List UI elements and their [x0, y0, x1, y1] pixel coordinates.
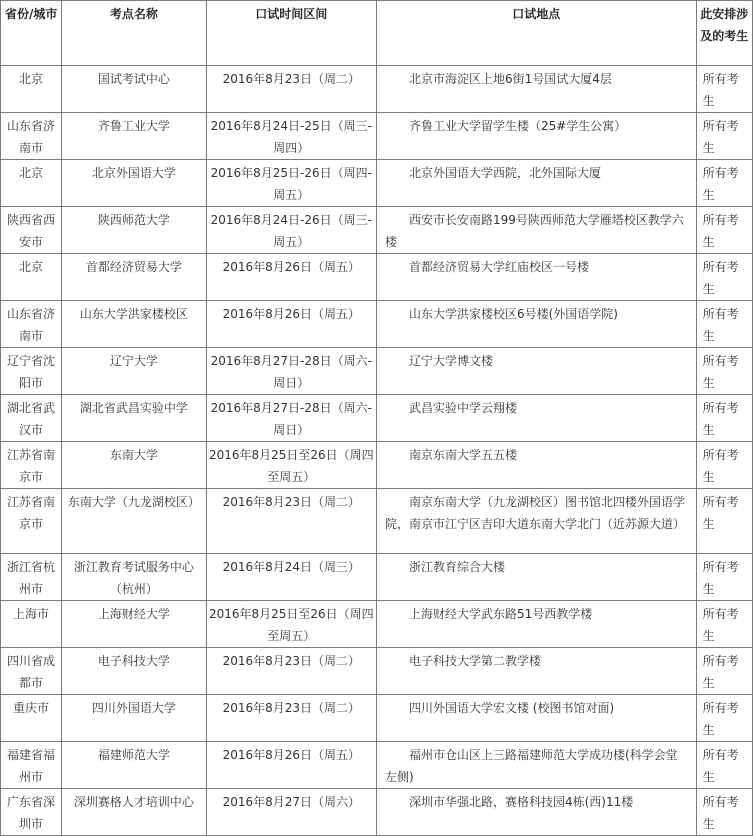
cell-location: [376, 648, 696, 695]
table-row: [1, 695, 753, 742]
cell-time-range: 2016年8月23日（周二）: [206, 648, 376, 695]
cell-time-range: 2016年8月27日-28日（周六-周日）: [206, 348, 376, 395]
cell-time-range: 2016年8月26日（周五）: [206, 301, 376, 348]
cell-candidates: 所有考生: [696, 254, 752, 301]
table-row: [1, 489, 753, 554]
header-candidates: 此安排涉及的考生: [696, 1, 752, 66]
cell-location: [376, 113, 696, 160]
cell-candidates: 所有考生: [696, 789, 752, 836]
table-row: [1, 395, 753, 442]
cell-site-name: 辽宁大学: [62, 348, 207, 395]
cell-site-name: 电子科技大学: [62, 648, 207, 695]
cell-candidates: 所有考生: [696, 113, 752, 160]
cell-site-name: 浙江教育考试服务中心（杭州）: [62, 554, 207, 601]
table-row: [1, 113, 753, 160]
cell-province-city: 江苏省南京市: [1, 489, 62, 554]
table-row: [1, 554, 753, 601]
table-header-row: [1, 1, 753, 66]
cell-location: [376, 554, 696, 601]
cell-province-city: 福建省福州市: [1, 742, 62, 789]
cell-candidates: 所有考生: [696, 695, 752, 742]
table-row: [1, 648, 753, 695]
cell-candidates: 所有考生: [696, 348, 752, 395]
cell-candidates: 所有考生: [696, 395, 752, 442]
cell-province-city: 广东省深圳市: [1, 789, 62, 836]
location-text: 山东大学洪家楼校区6号楼(外国语学院): [408, 307, 618, 321]
cell-location: [376, 489, 696, 554]
table-row: [1, 301, 753, 348]
location-text: 浙江教育综合大楼: [408, 560, 505, 574]
location-text: 武昌实验中学云翔楼: [408, 401, 517, 415]
table-row: [1, 66, 753, 113]
cell-time-range: 2016年8月24日-25日（周三-周四）: [206, 113, 376, 160]
cell-location: [376, 301, 696, 348]
cell-site-name: 福建师范大学: [62, 742, 207, 789]
cell-candidates: 所有考生: [696, 554, 752, 601]
cell-location: [376, 66, 696, 113]
cell-time-range: 2016年8月25日-26日（周四-周五）: [206, 160, 376, 207]
cell-candidates: 所有考生: [696, 742, 752, 789]
cell-province-city: 浙江省杭州市: [1, 554, 62, 601]
cell-candidates: 所有考生: [696, 601, 752, 648]
location-text: 辽宁大学博文楼: [408, 354, 493, 368]
cell-time-range: 2016年8月23日（周二）: [206, 489, 376, 554]
cell-province-city: 山东省济南市: [1, 113, 62, 160]
table-row: [1, 742, 753, 789]
cell-location: [376, 601, 696, 648]
cell-candidates: 所有考生: [696, 66, 752, 113]
cell-site-name: 深圳赛格人才培训中心: [62, 789, 207, 836]
cell-province-city: 北京: [1, 66, 62, 113]
header-site-name: 考点名称: [62, 1, 207, 66]
cell-time-range: 2016年8月27日（周六）: [206, 789, 376, 836]
table-row: [1, 789, 753, 836]
cell-time-range: 2016年8月23日（周二）: [206, 66, 376, 113]
cell-candidates: 所有考生: [696, 301, 752, 348]
cell-time-range: 2016年8月26日（周五）: [206, 742, 376, 789]
cell-location: [376, 789, 696, 836]
table-row: [1, 442, 753, 489]
location-text: 上海财经大学武东路51号西教学楼: [408, 607, 593, 621]
cell-province-city: 辽宁省沈阳市: [1, 348, 62, 395]
cell-site-name: 陕西师范大学: [62, 207, 207, 254]
location-text: 首都经济贸易大学红庙校区一号楼: [408, 260, 589, 274]
location-text: 四川外国语大学宏文楼 (校图书馆对面): [408, 701, 615, 715]
cell-site-name: 四川外国语大学: [62, 695, 207, 742]
location-text: 西安市长安南路199号陕西师范大学雁塔校区教学六楼: [384, 213, 684, 249]
cell-site-name: 国试考试中心: [62, 66, 207, 113]
table-row: [1, 601, 753, 648]
cell-time-range: 2016年8月25日至26日（周四至周五）: [206, 442, 376, 489]
header-time-range: 口试时间区间: [206, 1, 376, 66]
cell-location: [376, 442, 696, 489]
location-text: 南京东南大学（九龙湖校区）图书馆北四楼外国语学院，南京市江宁区吉印大道东南大学北门（近苏源大道）: [384, 495, 685, 531]
cell-candidates: 所有考生: [696, 489, 752, 554]
cell-province-city: 上海市: [1, 601, 62, 648]
table-row: [1, 348, 753, 395]
location-text: 电子科技大学第二教学楼: [408, 654, 541, 668]
cell-time-range: 2016年8月27日-28日（周六-周日）: [206, 395, 376, 442]
cell-site-name: 首都经济贸易大学: [62, 254, 207, 301]
cell-site-name: 东南大学: [62, 442, 207, 489]
cell-location: [376, 160, 696, 207]
cell-time-range: 2016年8月24日（周三）: [206, 554, 376, 601]
cell-time-range: 2016年8月25日至26日（周四至周五）: [206, 601, 376, 648]
cell-site-name: 上海财经大学: [62, 601, 207, 648]
cell-candidates: 所有考生: [696, 648, 752, 695]
cell-candidates: 所有考生: [696, 160, 752, 207]
cell-site-name: 山东大学洪家楼校区: [62, 301, 207, 348]
cell-location: [376, 348, 696, 395]
cell-candidates: 所有考生: [696, 207, 752, 254]
cell-location: [376, 742, 696, 789]
cell-province-city: 北京: [1, 160, 62, 207]
header-location: 口试地点: [376, 1, 696, 66]
table-row: [1, 207, 753, 254]
cell-site-name: 北京外国语大学: [62, 160, 207, 207]
cell-location: [376, 695, 696, 742]
cell-time-range: 2016年8月24日-26日（周三-周五）: [206, 207, 376, 254]
header-province-city: 省份/城市: [1, 1, 62, 66]
cell-candidates: 所有考生: [696, 442, 752, 489]
location-text: 齐鲁工业大学留学生楼（25#学生公寓）: [408, 119, 627, 133]
cell-time-range: 2016年8月23日（周二）: [206, 695, 376, 742]
cell-province-city: 北京: [1, 254, 62, 301]
table-row: [1, 160, 753, 207]
cell-province-city: 湖北省武汉市: [1, 395, 62, 442]
cell-location: [376, 395, 696, 442]
cell-site-name: 湖北省武昌实验中学: [62, 395, 207, 442]
cell-province-city: 四川省成都市: [1, 648, 62, 695]
location-text: 南京东南大学五五楼: [408, 448, 517, 462]
cell-province-city: 山东省济南市: [1, 301, 62, 348]
cell-location: [376, 207, 696, 254]
table-row: [1, 254, 753, 301]
cell-province-city: 江苏省南京市: [1, 442, 62, 489]
cell-site-name: 东南大学（九龙湖校区）: [62, 489, 207, 554]
cell-province-city: 陕西省西安市: [1, 207, 62, 254]
location-text: 北京市海淀区上地6街1号国试大厦4层: [408, 72, 612, 86]
location-text: 深圳市华强北路，赛格科技园4栋(西)11楼: [408, 795, 634, 809]
location-text: 福州市仓山区上三路福建师范大学成功楼(科学会堂左侧): [384, 748, 678, 784]
cell-time-range: 2016年8月26日（周五）: [206, 254, 376, 301]
cell-site-name: 齐鲁工业大学: [62, 113, 207, 160]
cell-province-city: 重庆市: [1, 695, 62, 742]
location-text: 北京外国语大学西院，北外国际大厦: [408, 166, 601, 180]
cell-location: [376, 254, 696, 301]
